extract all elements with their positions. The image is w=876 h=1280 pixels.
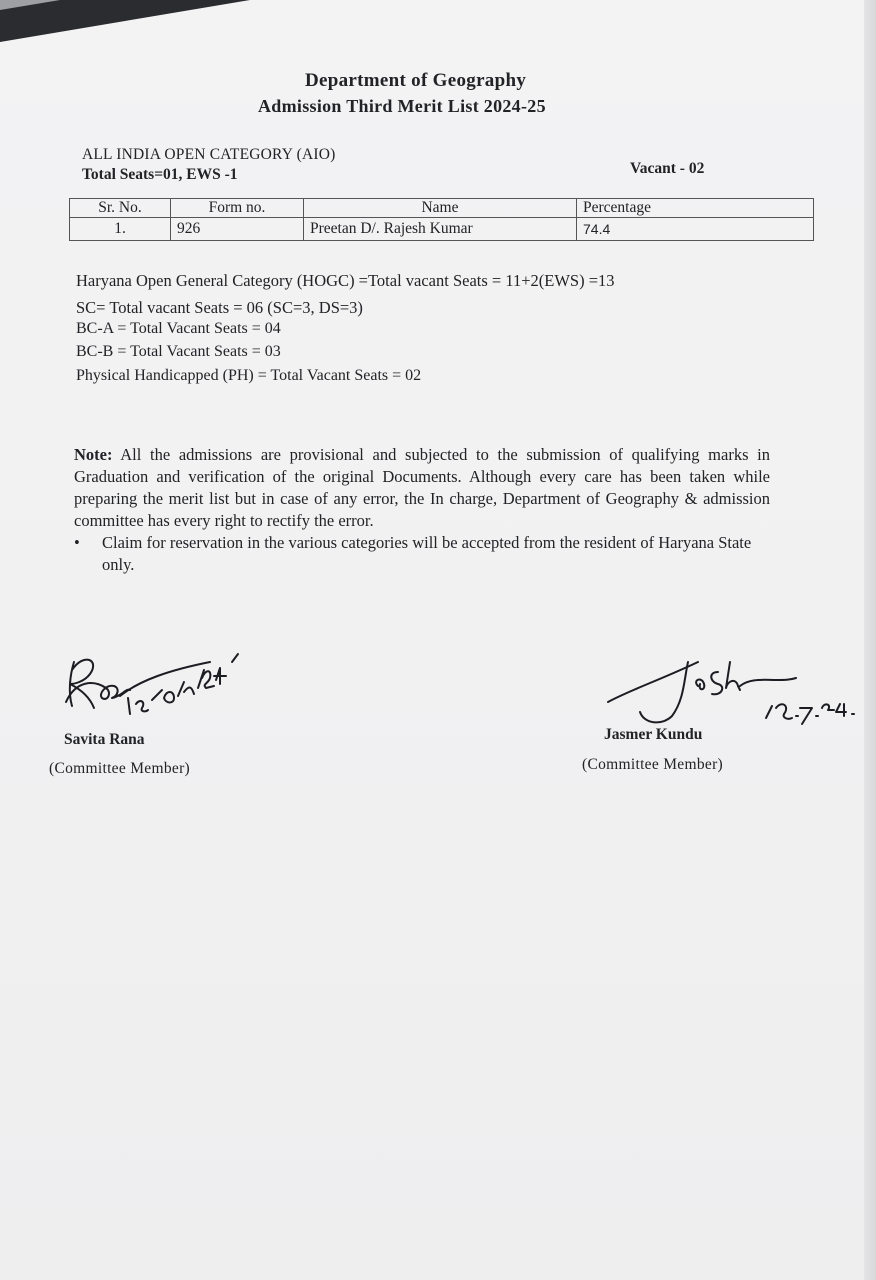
note-label: Note: bbox=[74, 445, 113, 464]
note-text: All the admissions are provisional and subjected to the submission of qualifying marks in Graduation and verification of the original Documents. Although every care has been taken while preparing the merit list but in case of any error, the In charge, Department of Geography & admission committee has every right to rectify the error. bbox=[74, 445, 770, 530]
jasmer-kundu-signature bbox=[600, 650, 870, 730]
table-header-row bbox=[70, 199, 814, 218]
vacancy-ph: Physical Handicapped (PH) = Total Vacant Seats = 02 bbox=[76, 367, 422, 384]
vacancy-bca: BC-A = Total Vacant Seats = 04 bbox=[76, 320, 281, 337]
cell-name: Preetan D/. Rajesh Kumar bbox=[304, 218, 577, 241]
bullet-text: Claim for reservation in the various categories will be accepted from the resident of Haryana State only. bbox=[102, 533, 752, 574]
top-corner-shadow bbox=[0, 0, 876, 60]
col-header-sr-no: Sr. No. bbox=[70, 199, 171, 218]
merit-list-title: Admission Third Merit List 2024-25 bbox=[258, 96, 546, 116]
vacancy-sc: SC= Total vacant Seats = 06 (SC=3, DS=3) bbox=[76, 298, 363, 317]
col-header-form-no: Form no. bbox=[171, 199, 304, 218]
vacancy-hogc: Haryana Open General Category (HOGC) =Total vacant Seats = 11+2(EWS) =13 bbox=[76, 271, 615, 290]
col-header-percentage: Percentage bbox=[577, 199, 814, 218]
bullet-icon: • bbox=[74, 533, 80, 552]
cell-sr-no: 1. bbox=[70, 218, 171, 241]
page-edge bbox=[864, 0, 876, 1280]
signatory-1-role: (Committee Member) bbox=[49, 760, 190, 777]
signatory-2-name: Jasmer Kundu bbox=[604, 726, 703, 743]
signatory-1-name: Savita Rana bbox=[64, 731, 145, 748]
cell-form-no: 926 bbox=[171, 218, 304, 241]
category-heading: ALL INDIA OPEN CATEGORY (AIO) bbox=[82, 146, 336, 163]
col-header-name: Name bbox=[304, 199, 577, 218]
signatory-2-role: (Committee Member) bbox=[582, 756, 723, 773]
table-row bbox=[70, 218, 814, 241]
total-seats: Total Seats=01, EWS -1 bbox=[82, 166, 238, 183]
vacant-count: Vacant - 02 bbox=[630, 160, 705, 177]
cell-percentage: 74.4 bbox=[577, 218, 814, 241]
department-title: Department of Geography bbox=[305, 70, 527, 91]
vacancy-bcb: BC-B = Total Vacant Seats = 03 bbox=[76, 343, 281, 360]
savita-rana-signature bbox=[60, 640, 250, 725]
note-paragraph bbox=[74, 444, 770, 532]
merit-table bbox=[69, 198, 814, 241]
